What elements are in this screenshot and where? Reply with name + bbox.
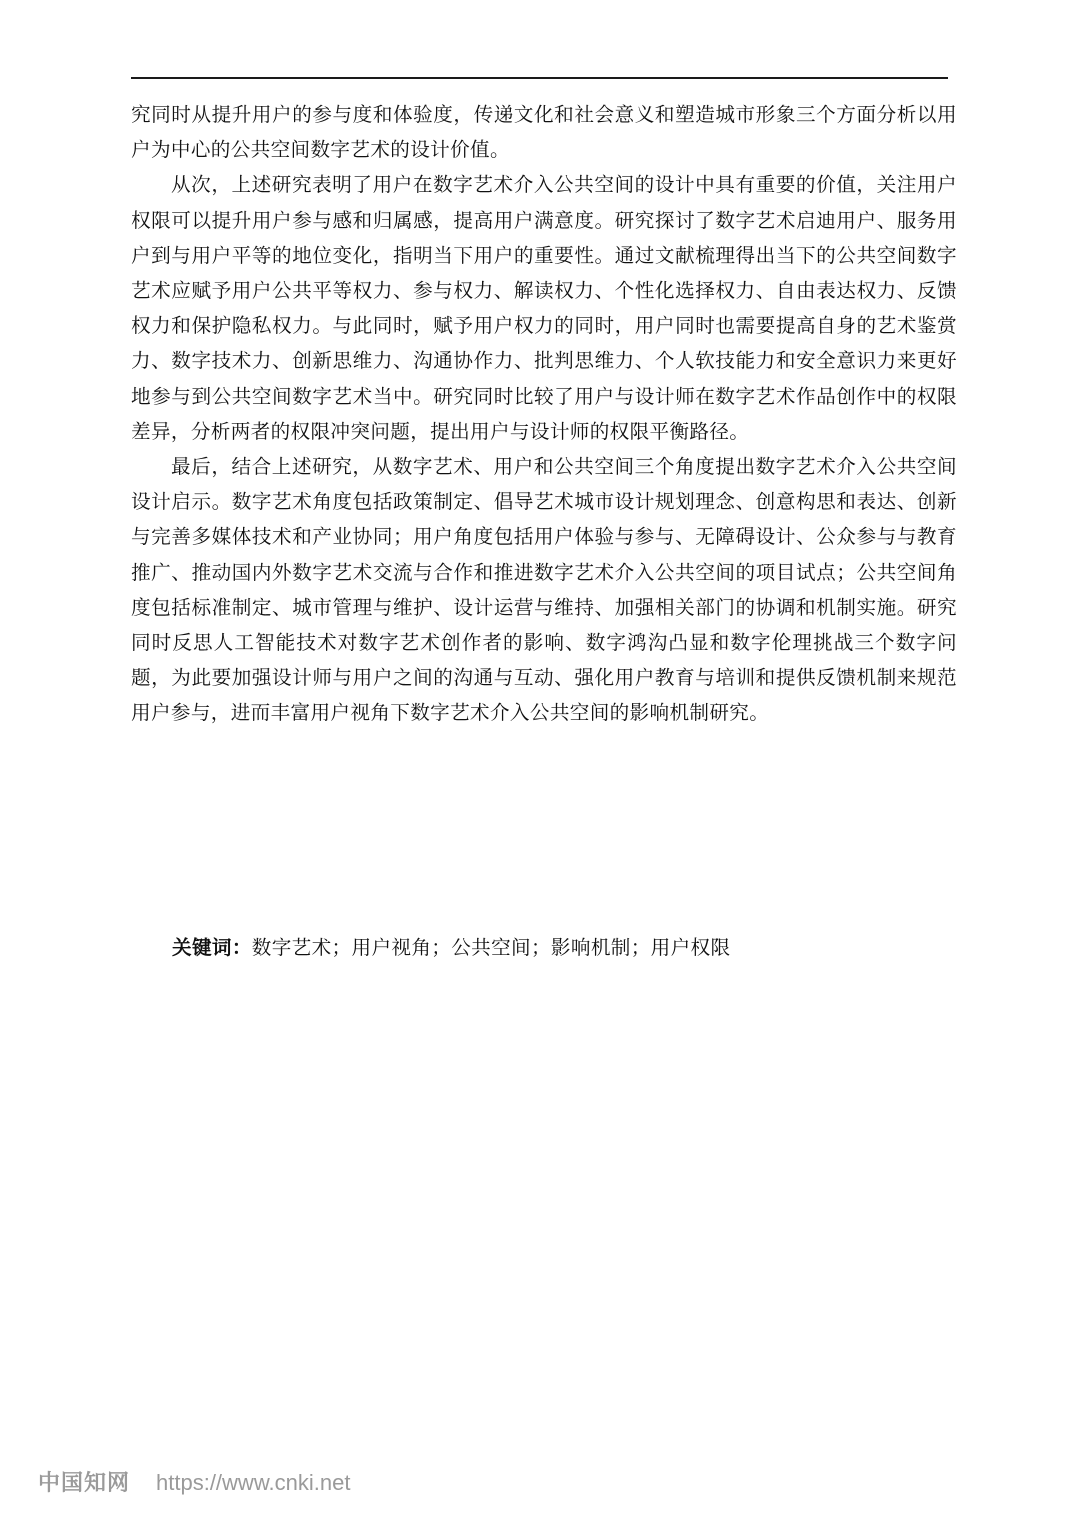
abstract-body [131, 97, 957, 731]
watermark-url: https://www.cnki.net [156, 1470, 351, 1495]
keywords-value: 数字艺术；用户视角；公共空间；影响机制；用户权限 [251, 936, 731, 959]
paragraph-2: 从次，上述研究表明了用户在数字艺术介入公共空间的设计中具有重要的价值，关注用户权限可以提升用户参与感和归属感，提高用户满意度。研究探讨了数字艺术启迪用户、服务用户到与用户平等的地位变化，指明当下用户的重要性。通过文献梳理得出当下的公共空间数字艺术应赋予用户公共平等权力、参与权力、解读权力、个性化选择权力、自由表达权力、反馈权力和保护隐私权力。与此同时，赋予用户权力的同时，用户同时也需要提高自身的艺术鉴赏力、数字技术力、创新思维力、沟通协作力、批判思维力、个人软技能力和安全意识力来更好地参与到公共空间数字艺术当中。研究同时比较了用户与设计师在数字艺术作品创作中的权限差异，分析两者的权限冲突问题，提出用户与设计师的权限平衡路径。 [131, 173, 957, 443]
keywords-label: 关键词： [172, 936, 252, 959]
keywords-line [172, 930, 730, 965]
header-rule [131, 77, 948, 79]
paragraph-1: 究同时从提升用户的参与度和体验度，传递文化和社会意义和塑造城市形象三个方面分析以用户为中心的公共空间数字艺术的设计价值。 [131, 103, 957, 162]
paragraph-3: 最后，结合上述研究，从数字艺术、用户和公共空间三个角度提出数字艺术介入公共空间设计启示。数字艺术角度包括政策制定、倡导艺术城市设计规划理念、创意构思和表达、创新与完善多媒体技术和产业协同；用户角度包括用户体验与参与、无障碍设计、公众参与与教育推广、推动国内外数字艺术交流与合作和推进数字艺术介入公共空间的项目试点；公共空间角度包括标准制定、城市管理与维护、设计运营与维持、加强相关部门的协调和机制实施。研究同时反思人工智能技术对数字艺术创作者的影响、数字鸿沟凸显和数字伦理挑战三个数字问题，为此要加强设计师与用户之间的沟通与互动、强化用户教育与培训和提供反馈机制来规范用户参与，进而丰富用户视角下数字艺术介入公共空间的影响机制研究。 [131, 455, 957, 725]
cnki-watermark [38, 1466, 350, 1497]
watermark-logo: 中国知网 [38, 1470, 131, 1495]
